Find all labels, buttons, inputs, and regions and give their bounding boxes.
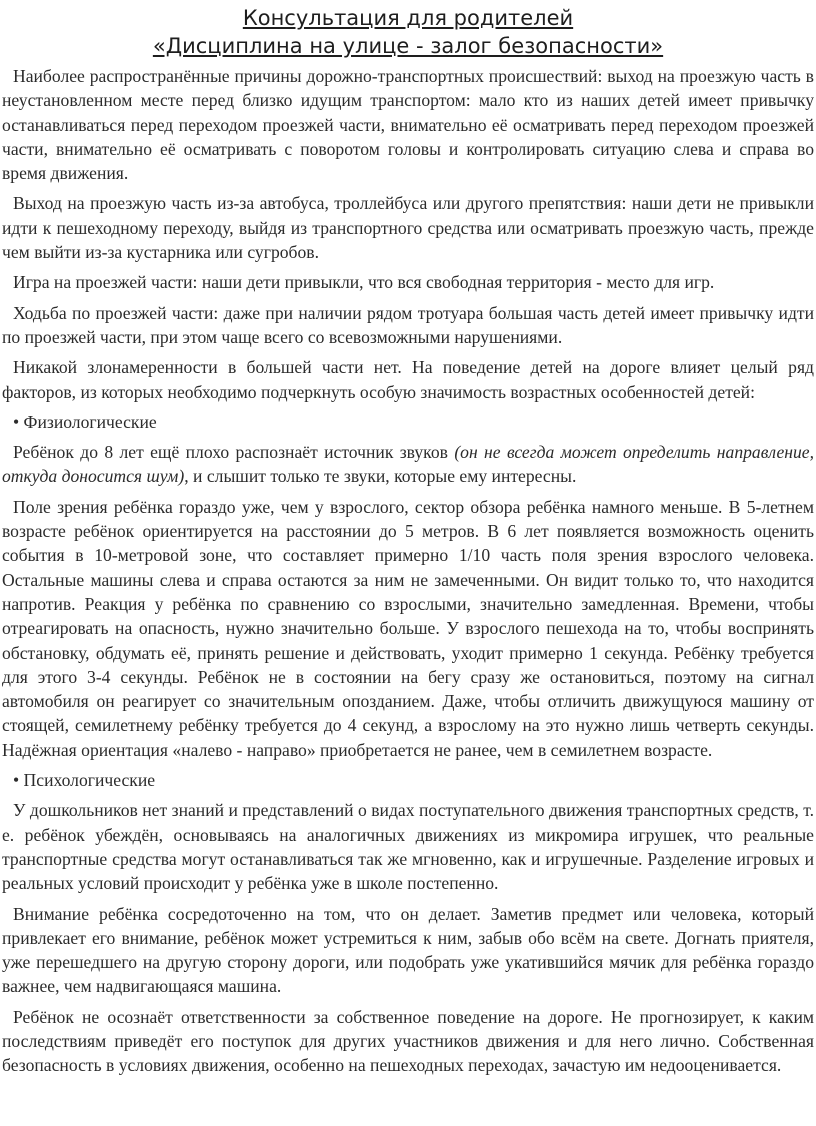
paragraph-responsibility: Ребёнок не осознаёт ответственности за собственное поведение на дороге. Не прогнозирует, к каким последствиям приведёт его поступок для других участников движения и для него лично. Собственная безопасность в условиях движения, особенно на пешеходных переходах, зачастую им недооценивается. [2,1006,814,1076]
hearing-text-end: , и слышит только те звуки, которые ему интересны. [184,466,577,487]
paragraph-playing: Игра на проезжей части: наши дети привыкли, что вся свободная территория - место для игр. [13,272,715,293]
paragraph-walking: Ходьба по проезжей части: даже при наличии рядом тротуара большая часть детей имеет привычку идти по проезжей части, при этом чаще всего со всевозможными нарушениями. [2,302,814,347]
title-line-2: «Дисциплина на улице - залог безопасности» [152,34,664,58]
paragraph-causes: Наиболее распространённые причины дорожно-транспортных происшествий: выход на проезжую часть в неустановленном месте перед близко идущим транспортом: мало кто из наших детей имеет привычку останавливаться перед переходом проезжей части, внимательно её осматривать перед переходом проезжей части, внимательно её осматривать с поворотом головы и контролировать ситуацию слева и справа во время движения. [2,66,814,184]
title-line-1: Консультация для родителей [242,6,574,30]
hearing-italic-note: (он не всегда может определить направление, откуда доносится шум) [2,442,814,487]
hearing-text-start: Ребёнок до 8 лет ещё плохо распознаёт источник звуков [13,442,455,463]
document-title [2,4,814,60]
bullet-physiological: • Физиологические [13,411,157,432]
bullet-psychological: • Психологические [13,770,156,791]
paragraph-attention: Внимание ребёнка сосредоточенно на том, что он делает. Заметив предмет или человека, который привлекает его внимание, ребёнок может устремиться к ним, забыв обо всём на свете. Догнать приятеля, уже перешедшего на другую сторону дороги, или подобрать уже укатившийся мячик для ребёнка гораздо важнее, чем надвигающаяся машина. [2,903,814,997]
paragraph-no-malice: Никакой злонамеренности в большей части нет. На поведение детей на дороге влияет целый ряд факторов, из которых необходимо подчеркнуть особую значимость возрастных особенностей детей: [2,357,814,402]
document-body [2,64,814,1078]
paragraph-exit-behind-bus: Выход на проезжую часть из-за автобуса, троллейбуса или другого препятствия: наши дети не привыкли идти к пешеходному переходу, выйдя из транспортного средства или осматривать проезжую часть, прежде чем выйти из-за кустарника или сугробов. [2,193,814,263]
paragraph-preschool-knowledge: У дошкольников нет знаний и представлений о видах поступательного движения транспортных средств, т. е. ребёнок убеждён, основываясь на аналогичных движениях из микромира игрушек, что реальные транспортные средства могут останавливаться так же мгновенно, как и игрушечные. Разделение игровых и реальных условий происходит у ребёнка уже в школе постепенно. [2,800,814,894]
paragraph-hearing [2,440,814,489]
paragraph-vision: Поле зрения ребёнка гораздо уже, чем у взрослого, сектор обзора ребёнка намного меньше. В 5-летнем возрасте ребёнок ориентируется на расстоянии до 5 метров. В 6 лет появляется возможность оценить события в 10-метровой зоне, что составляет примерно 1/10 часть поля зрения взрослого человека. Остальные машины слева и справа остаются за ним не замеченными. Он видит только то, что находится напротив. Реакция у ребёнка по сравнению со взрослыми, значительно замедленная. Времени, чтобы отреагировать на опасность, нужно значительно больше. У взрослого пешехода на то, чтобы воспринять обстановку, обдумать её, принять решение и действовать, уходит примерно 1 секунда. Ребёнку требуется для этого 3-4 секунды. Ребёнок не в состоянии на бегу сразу же остановиться, поэтому на сигнал автомобиля он реагирует со значительным опозданием. Даже, чтобы отличить движущуюся машину от стоящей, семилетнему ребёнку требуется до 4 секунд, а взрослому на это нужно лишь четверть секунды. Надёжная ориентация «налево - направо» приобретается не ранее, чем в семилетнем возрасте. [2,496,814,760]
